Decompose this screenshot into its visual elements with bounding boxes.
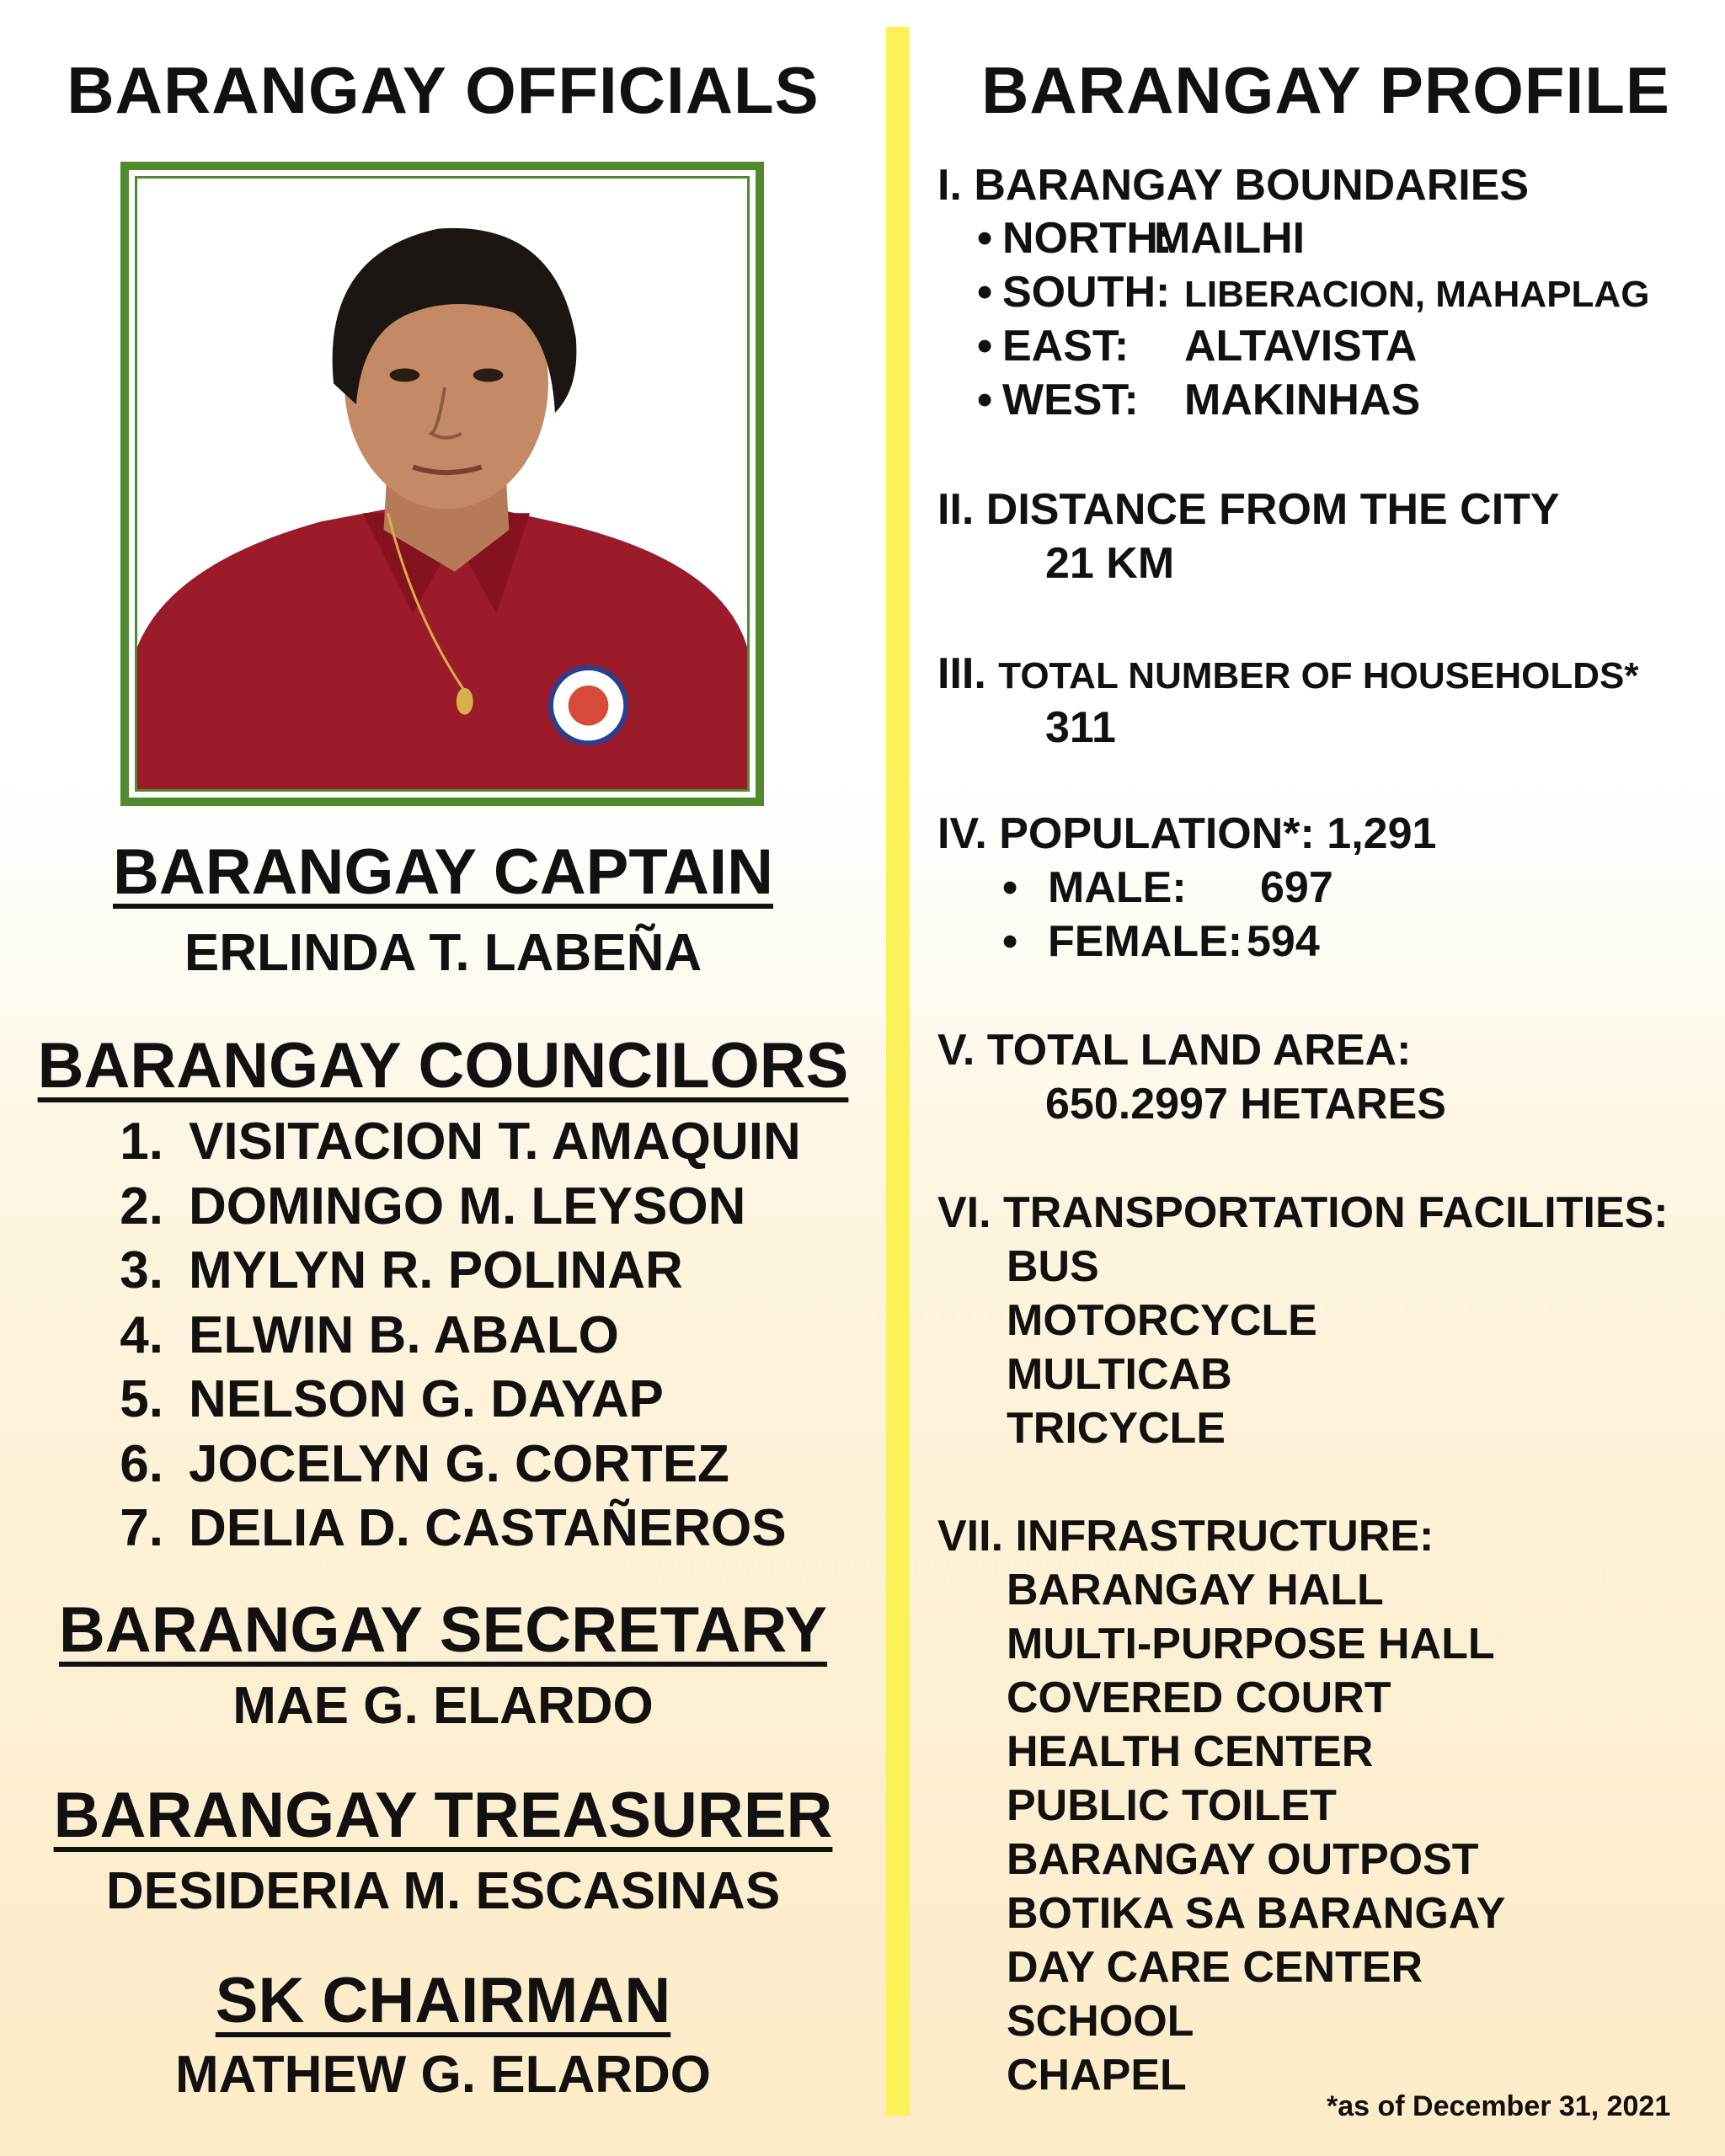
households-title: III. TOTAL NUMBER OF HOUSEHOLDS* (937, 649, 1639, 698)
infrastructure-title: VII. INFRASTRUCTURE: (937, 1512, 1434, 1561)
list-item: TRICYCLE (1007, 1404, 1226, 1453)
captain-title: BARANGAY CAPTAIN (112, 836, 773, 908)
households-value: 311 (1045, 703, 1116, 752)
portrait-illustration (137, 179, 747, 789)
boundary-south: • SOUTH: LIBERACION, MAHAPLAG (977, 268, 1650, 317)
secretary-title: BARANGAY SECRETARY (58, 1594, 828, 1666)
captain-photo (135, 176, 750, 792)
list-item: DAY CARE CENTER (1007, 1943, 1423, 1992)
list-item: BARANGAY HALL (1007, 1566, 1384, 1614)
secretary-name: MAE G. ELARDO (232, 1677, 654, 1735)
list-item: COVERED COURT (1007, 1673, 1391, 1722)
profile-heading: BARANGAY PROFILE (981, 53, 1670, 127)
list-item: BUS (1007, 1242, 1099, 1291)
list-item: 1. VISITACION T. AMAQUIN (120, 1113, 801, 1171)
transport-title: VI. TRANSPORTATION FACILITIES: (937, 1188, 1669, 1237)
population-male: • MALE: 697 (1002, 863, 1333, 912)
distance-value: 21 KM (1045, 539, 1175, 588)
list-item: 5. NELSON G. DAYAP (120, 1370, 664, 1428)
list-item: 7. DELIA D. CASTAÑEROS (120, 1499, 787, 1557)
list-item: CHAPEL (1007, 2051, 1187, 2100)
column-divider (886, 27, 910, 2116)
list-item: 2. DOMINGO M. LEYSON (120, 1177, 746, 1235)
population-female: • FEMALE:594 (1002, 917, 1320, 966)
list-item: HEALTH CENTER (1007, 1727, 1374, 1776)
list-item: BARANGAY OUTPOST (1007, 1835, 1479, 1884)
list-item: MULTICAB (1007, 1350, 1232, 1399)
list-item: BOTIKA SA BARANGAY (1007, 1889, 1506, 1938)
boundary-east: • EAST: ALTAVISTA (977, 322, 1418, 371)
footnote: *as of December 31, 2021 (1327, 2090, 1671, 2122)
officials-heading: BARANGAY OFFICIALS (67, 53, 820, 127)
distance-title: II. DISTANCE FROM THE CITY (937, 485, 1560, 534)
land-area-value: 650.2997 HETARES (1045, 1080, 1446, 1129)
councilor-list (93, 1112, 801, 1563)
list-item: 3. MYLYN R. POLINAR (120, 1241, 683, 1299)
list-item: 4. ELWIN B. ABALO (120, 1305, 619, 1364)
boundaries-title: I. BARANGAY BOUNDARIES (937, 161, 1530, 210)
sk-chairman-title: SK CHAIRMAN (215, 1965, 671, 2036)
population-title: IV. POPULATION*: 1,291 (937, 809, 1437, 858)
boundary-north: • NORTH:MAILHI (977, 214, 1306, 263)
boundary-west: • WEST: MAKINHAS (977, 376, 1421, 424)
list-item: MOTORCYCLE (1007, 1296, 1317, 1345)
land-area-title: V. TOTAL LAND AREA: (937, 1026, 1412, 1075)
treasurer-title: BARANGAY TREASURER (53, 1780, 833, 1851)
list-item: 6. JOCELYN G. CORTEZ (120, 1434, 729, 1493)
councilors-title: BARANGAY COUNCILORS (37, 1030, 849, 1102)
captain-photo-frame (120, 162, 764, 806)
list-item: PUBLIC TOILET (1007, 1781, 1337, 1830)
treasurer-name: DESIDERIA M. ESCASINAS (105, 1862, 781, 1920)
captain-name: ERLINDA T. LABEÑA (184, 924, 702, 982)
list-item: SCHOOL (1007, 1997, 1194, 2046)
sk-chairman-name: MATHEW G. ELARDO (174, 2046, 711, 2104)
list-item: MULTI-PURPOSE HALL (1007, 1620, 1495, 1668)
